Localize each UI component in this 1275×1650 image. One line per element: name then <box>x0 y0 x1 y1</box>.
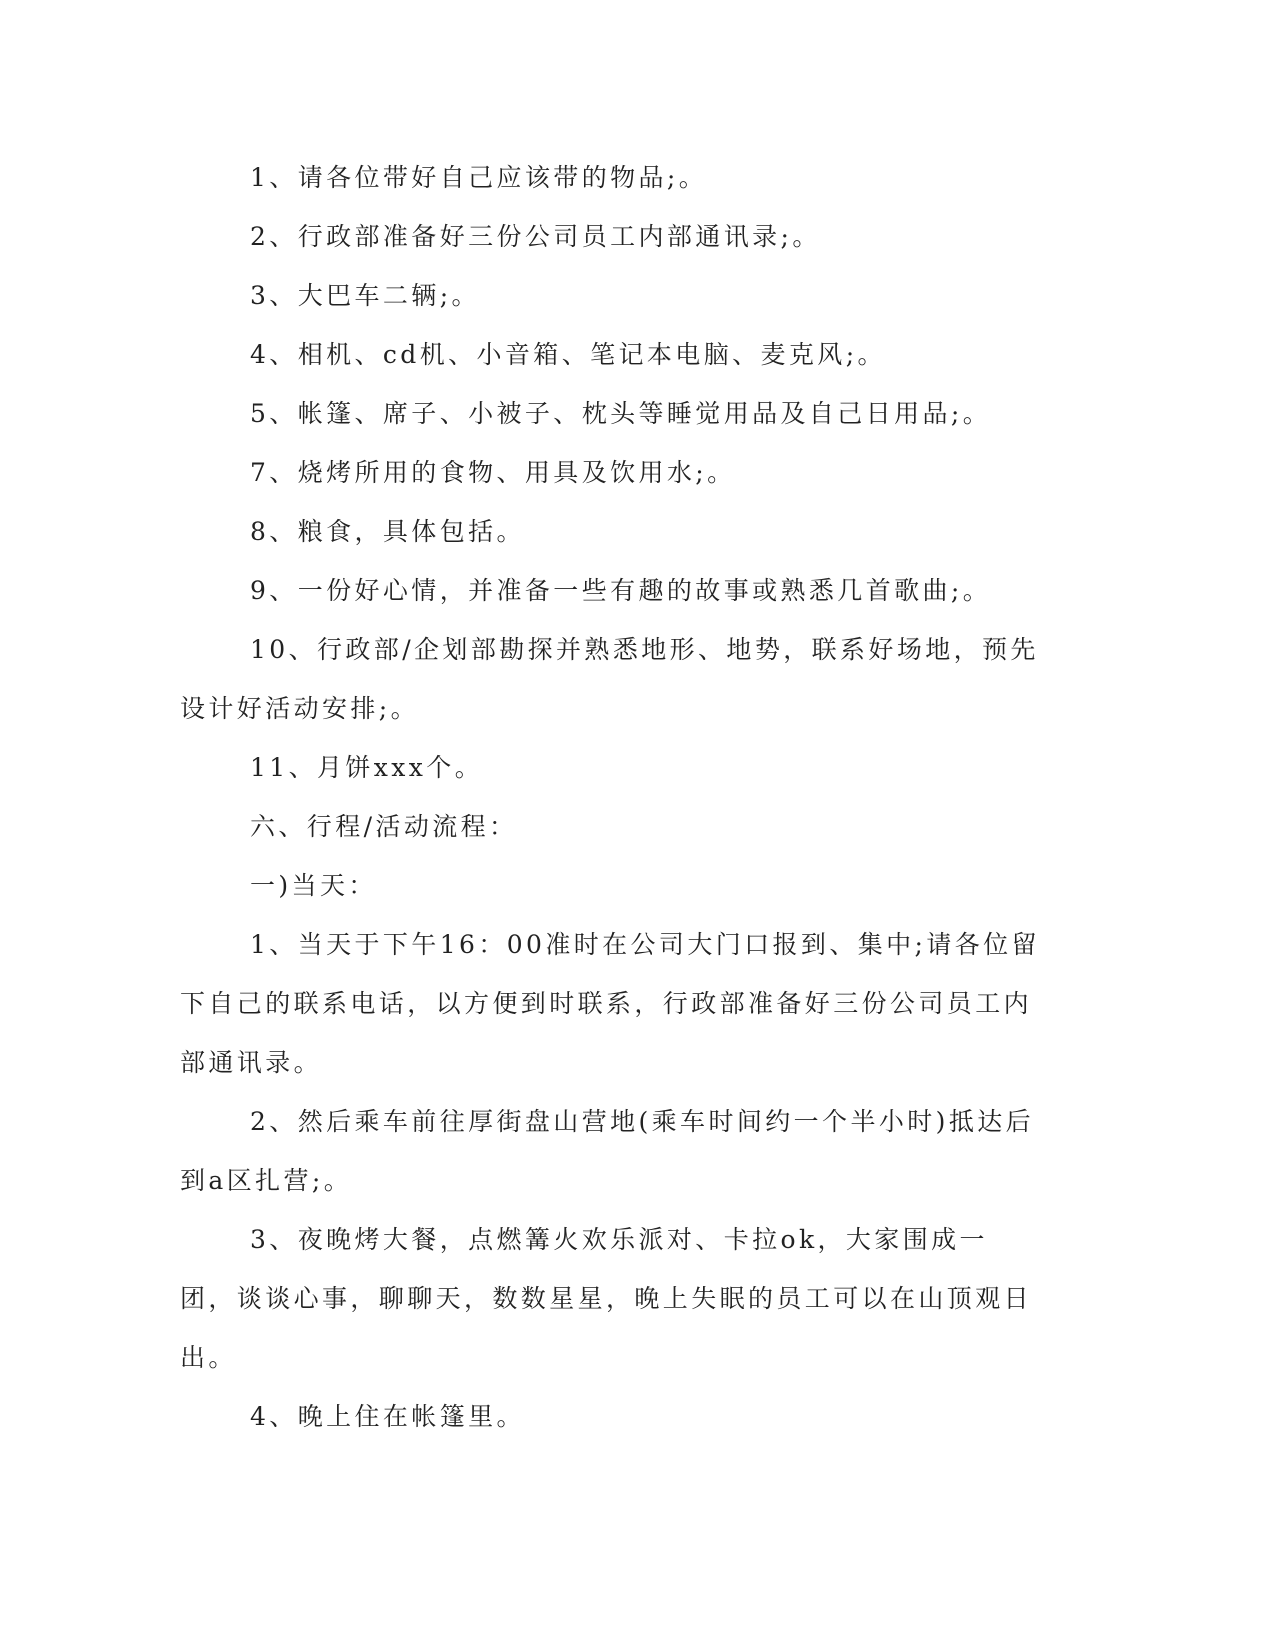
document-body <box>180 148 1040 1446</box>
paragraph-item-8: 8、粮食，具体包括。 <box>250 517 525 546</box>
paragraph-item-11: 11、月饼xxx个。 <box>250 753 484 782</box>
section-heading-itinerary: 六、行程/活动流程： <box>250 812 518 841</box>
paragraph-item-4: 4、相机、cd机、小音箱、笔记本电脑、麦克风;。 <box>250 340 886 369</box>
paragraph-item-5: 5、帐篷、席子、小被子、枕头等睡觉用品及自己日用品;。 <box>250 399 992 428</box>
schedule-step-4: 4、晚上住在帐篷里。 <box>250 1402 525 1431</box>
paragraph-item-10: 10、行政部/企划部勘探并熟悉地形、地势，联系好场地，预先设计好活动安排;。 <box>180 635 1039 723</box>
schedule-step-2: 2、然后乘车前往厚街盘山营地(乘车时间约一个半小时)抵达后到a区扎营;。 <box>180 1107 1035 1195</box>
schedule-step-1: 1、当天于下午16：00准时在公司大门口报到、集中;请各位留下自己的联系电话，以方便到时联系，行政部准备好三份公司员工内部通讯录。 <box>180 930 1040 1077</box>
paragraph-item-2: 2、行政部准备好三份公司员工内部通讯录;。 <box>250 222 821 251</box>
schedule-step-3: 3、夜晚烤大餐，点燃篝火欢乐派对、卡拉ok，大家围成一团，谈谈心事，聊聊天，数数星星，晚上失眠的员工可以在山顶观日出。 <box>180 1225 1033 1372</box>
subsection-heading-day: 一)当天： <box>250 871 377 900</box>
paragraph-item-3: 3、大巴车二辆;。 <box>250 281 480 310</box>
paragraph-item-7: 7、烧烤所用的食物、用具及饮用水;。 <box>250 458 736 487</box>
paragraph-item-1: 1、请各位带好自己应该带的物品;。 <box>250 163 708 192</box>
paragraph-item-9: 9、一份好心情，并准备一些有趣的故事或熟悉几首歌曲;。 <box>250 576 992 605</box>
